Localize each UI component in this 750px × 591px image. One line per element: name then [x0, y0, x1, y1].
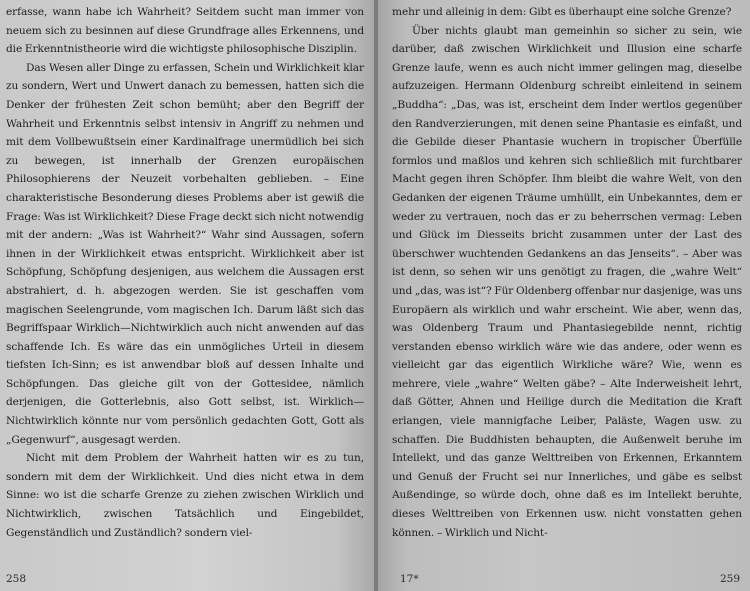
right-paragraph-2: Über nichts glaubt man gemeinhin so sicher zu sein, wie darüber, daß zwischen Wirklichkeit und Illusion eine scharfe Grenze laufe, wenn es auch nicht immer gelingen mag, dieselbe aufzuzeigen. Hermann Oldenburg schreibt einleitend in seinem „Buddha“: „Das, was ist, erscheint dem Inder wertlos gegenüber den Randverzierungen, mit denen seine Phantasie es einfaßt, und die Gebilde dieser Phantasie wuchern in tropischer Überfülle formlos und maßlos und kehren sich schließlich mit furchtbarer Macht gegen ihren Schöpfer. Ihm bleibt die wahre Welt, von den Gedanken der eigenen Träume umhüllt, ein Unbekanntes, dem er weder zu vertrauen, noch das er zu beherrschen vermag: Leben und Glück im Diesseits bricht zusammen unter der Last des überschwer wuchtenden Gedankens an das Jenseits“. – Aber was ist denn, so sehen wir uns genötigt zu fragen, die „wahre Welt“ und „das, was ist“? Für Oldenberg offenbar nur dasjenige, was uns Europäern als wirklich und wahr erscheint. Wie aber, wenn das, was Oldenberg Traum und Phantasiegebilde nennt, richtig verstanden ebenso wirklich wäre wie das andere, oder wenn es vielleicht gar das eigentlich Wirkliche wäre? Wie, wenn es mehrere, viele „wahre“ Welten gäbe? – Alte Inderweisheit lehrt, daß Götter, Ahnen und Heilige durch die Meditation die Kraft erlangen, viele mannigfache Leiber, Paläste, Wagen usw. zu schaffen. Die Buddhisten behaupten, die Außenwelt beruhe im Intellekt, und das ganze Welttreiben von Erkennen, Erkanntem und Genuß der Frucht sei nur Innerliches, und gäbe es selbst Außendinge, so würde doch, ohne daß es im Intellekt beruhte, dieses Welttreiben von Erkennen usw. nicht vonstatten gehen können. – Wirklich und Nicht-	[392, 24, 742, 539]
right-page	[378, 0, 750, 591]
right-page-number: 259	[719, 573, 740, 585]
left-page	[0, 0, 374, 591]
signature-mark: 17*	[400, 573, 419, 585]
left-paragraph-2: Das Wesen aller Dinge zu erfassen, Schein und Wirklichkeit klar zu sondern, Wert und Unwert danach zu bemessen, hatten sich die Denker der frühesten Zeit schon bemüht; aber den Begriff der Wahrheit und Erkenntnis selbst intensiv in Angriff zu nehmen und mit dem Vollbewußtsein einer Kardinalfrage unermüdlich bei sich zu bewegen, ist innerhalb der Grenzen europäischen Philosophierens der Neuzeit vorbehalten geblieben. – Eine charakteristische Besonderung dieses Problems aber ist gewiß die Frage: Was ist Wirklichkeit? Diese Frage deckt sich nicht notwendig mit der andern: „Was ist Wahrheit?“ Wahr sind Aussagen, sofern ihnen in der Wirklichkeit etwas entspricht. Wirklichkeit aber ist Schöpfung, Schöpfung desjenigen, aus welchem die Aussagen erst abstrahiert, d. h. abgezogen werden. Sie ist geschaffen vom magischen Seelengrunde, vom magischen Ich. Darum läßt sich das Begriffspaar Wirklich—Nichtwirklich auch nicht anwenden auf das schaffende Ich. Es wäre das ein unmögliches Urteil in diesem tiefsten Ich-Sinn; es ist anwendbar bloß auf dessen Inhalte und Schöpfungen. Das gleiche gilt von der Gottesidee, nämlich derjenigen, die Gotterlebnis, also Gott selbst, ist. Wirklich—Nichtwirklich könnte nur vom persönlich gedachten Gott, Gott als „Gegenwurf“, ausgesagt werden.	[6, 61, 364, 446]
right-paragraph-1: mehr und alleinig in dem: Gibt es überhaupt eine solche Grenze?	[392, 6, 732, 18]
left-paragraph-1: erfasse, wann habe ich Wahrheit? Seitdem sucht man immer von neuem sich zu besinnen auf diese Grundfrage alles Erkennens, und die Erkenntnistheorie wird die wichtigste philosophische Disziplin.	[6, 6, 364, 56]
left-paragraph-3: Nicht mit dem Problem der Wahrheit hatten wir es zu tun, sondern mit dem der Wirklichkeit. Und dies nicht etwa in dem Sinne: wo ist die scharfe Grenze zu ziehen zwischen Wirklich und Nichtwirklich, zwischen Tatsächlich und Eingebildet, Gegenständlich und Zuständlich? sondern viel-	[6, 452, 364, 539]
left-page-number: 258	[6, 573, 27, 585]
